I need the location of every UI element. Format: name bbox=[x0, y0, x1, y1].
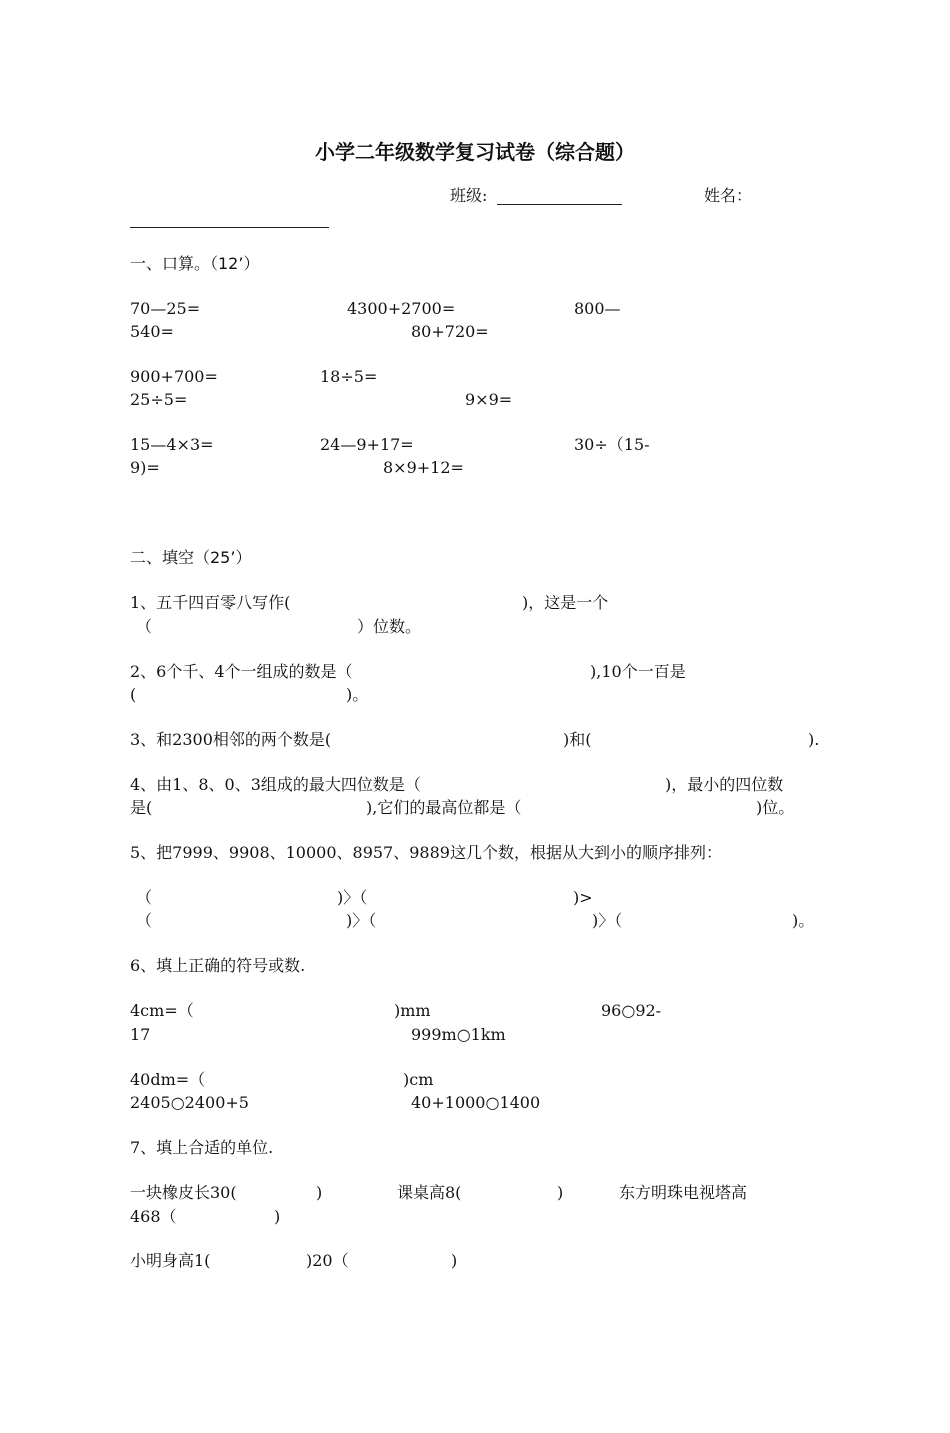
name-blank bbox=[130, 227, 329, 228]
calc-item: 80+720= bbox=[411, 322, 489, 341]
question-7-item: ) bbox=[274, 1207, 281, 1226]
calc-item: 540= bbox=[130, 322, 174, 341]
question-7-item: 东方明珠电视塔高 bbox=[619, 1183, 748, 1202]
question-5-text: )。 bbox=[792, 911, 815, 930]
question-6-item: 2405○2400+5 bbox=[130, 1093, 249, 1112]
question-3-text: )和( bbox=[563, 730, 592, 749]
question-1-text: ）位数。 bbox=[357, 617, 422, 636]
question-6-item: 999m○1km bbox=[411, 1025, 506, 1044]
question-7-item: ) bbox=[451, 1251, 458, 1270]
calc-item: 900+700= bbox=[130, 367, 218, 386]
question-7-item: 课桌高8( bbox=[397, 1183, 462, 1202]
calc-item: 8×9+12= bbox=[383, 458, 464, 477]
question-6: 6、填上正确的符号或数. bbox=[130, 956, 306, 975]
calc-item: 4300+2700= bbox=[347, 299, 456, 318]
question-6-item: 40dm=（ bbox=[130, 1070, 206, 1089]
question-5-text: （ bbox=[136, 888, 153, 907]
question-6-item: 4cm=（ bbox=[130, 1001, 194, 1020]
question-1: 1、五千四百零八写作( bbox=[130, 593, 291, 612]
question-5-text: （ bbox=[136, 911, 153, 930]
question-6-item: 96○92- bbox=[601, 1001, 662, 1020]
question-3: 3、和2300相邻的两个数是( bbox=[130, 730, 332, 749]
calc-item: 9)= bbox=[130, 458, 160, 477]
question-6-item: 17 bbox=[130, 1025, 151, 1044]
calc-item: 25÷5= bbox=[130, 390, 188, 409]
section-2-heading: 二、填空（25’） bbox=[130, 548, 252, 567]
question-5-text: )〉（ bbox=[346, 911, 377, 930]
class-blank bbox=[497, 204, 622, 205]
calc-item: 18÷5= bbox=[320, 367, 378, 386]
question-2-text: ( bbox=[130, 685, 137, 704]
name-label: 姓名： bbox=[704, 186, 753, 205]
page-title: 小学二年级数学复习试卷（综合题） bbox=[315, 140, 635, 164]
question-7-item: ) bbox=[557, 1183, 564, 1202]
question-6-item: )mm bbox=[394, 1001, 431, 1020]
question-4-text: 是( bbox=[130, 798, 153, 817]
calc-item: 24—9+17= bbox=[320, 435, 414, 454]
question-3-text: ). bbox=[808, 730, 820, 749]
question-4: 4、由1、8、0、3组成的最大四位数是（ bbox=[130, 775, 421, 794]
question-5-text: )> bbox=[573, 888, 593, 907]
question-5: 5、把7999、9908、10000、8957、9889这几个数，根据从大到小的顺序排列： bbox=[130, 843, 722, 862]
section-1-heading: 一、口算。（12’） bbox=[130, 254, 260, 273]
question-2: 2、6个千、4个一组成的数是（ bbox=[130, 662, 353, 681]
class-label: 班级: bbox=[450, 186, 488, 205]
question-4-text: )位。 bbox=[756, 798, 795, 817]
question-7-item: 468（ bbox=[130, 1207, 177, 1226]
question-7-item: )20（ bbox=[306, 1251, 349, 1270]
question-1-text: )，这是一个 bbox=[522, 593, 609, 612]
question-7-item: 小明身高1( bbox=[130, 1251, 211, 1270]
calc-item: 30÷（15- bbox=[574, 435, 650, 454]
calc-item: 70—25= bbox=[130, 299, 201, 318]
calc-item: 800— bbox=[574, 299, 621, 318]
question-4-text: ),它们的最高位都是（ bbox=[366, 798, 522, 817]
calc-item: 9×9= bbox=[465, 390, 513, 409]
question-7-item: ) bbox=[316, 1183, 323, 1202]
question-2-text: ),10个一百是 bbox=[590, 662, 686, 681]
question-7: 7、填上合适的单位. bbox=[130, 1138, 274, 1157]
question-2-text: )。 bbox=[346, 685, 369, 704]
question-5-text: )〉（ bbox=[592, 911, 623, 930]
question-5-text: )〉（ bbox=[337, 888, 368, 907]
calc-item: 15—4×3= bbox=[130, 435, 214, 454]
question-6-item: 40+1000○1400 bbox=[411, 1093, 541, 1112]
question-7-item: 一块橡皮长30( bbox=[130, 1183, 237, 1202]
question-6-item: )cm bbox=[403, 1070, 434, 1089]
question-1-text: （ bbox=[136, 617, 153, 636]
question-4-text: )，最小的四位数 bbox=[665, 775, 784, 794]
